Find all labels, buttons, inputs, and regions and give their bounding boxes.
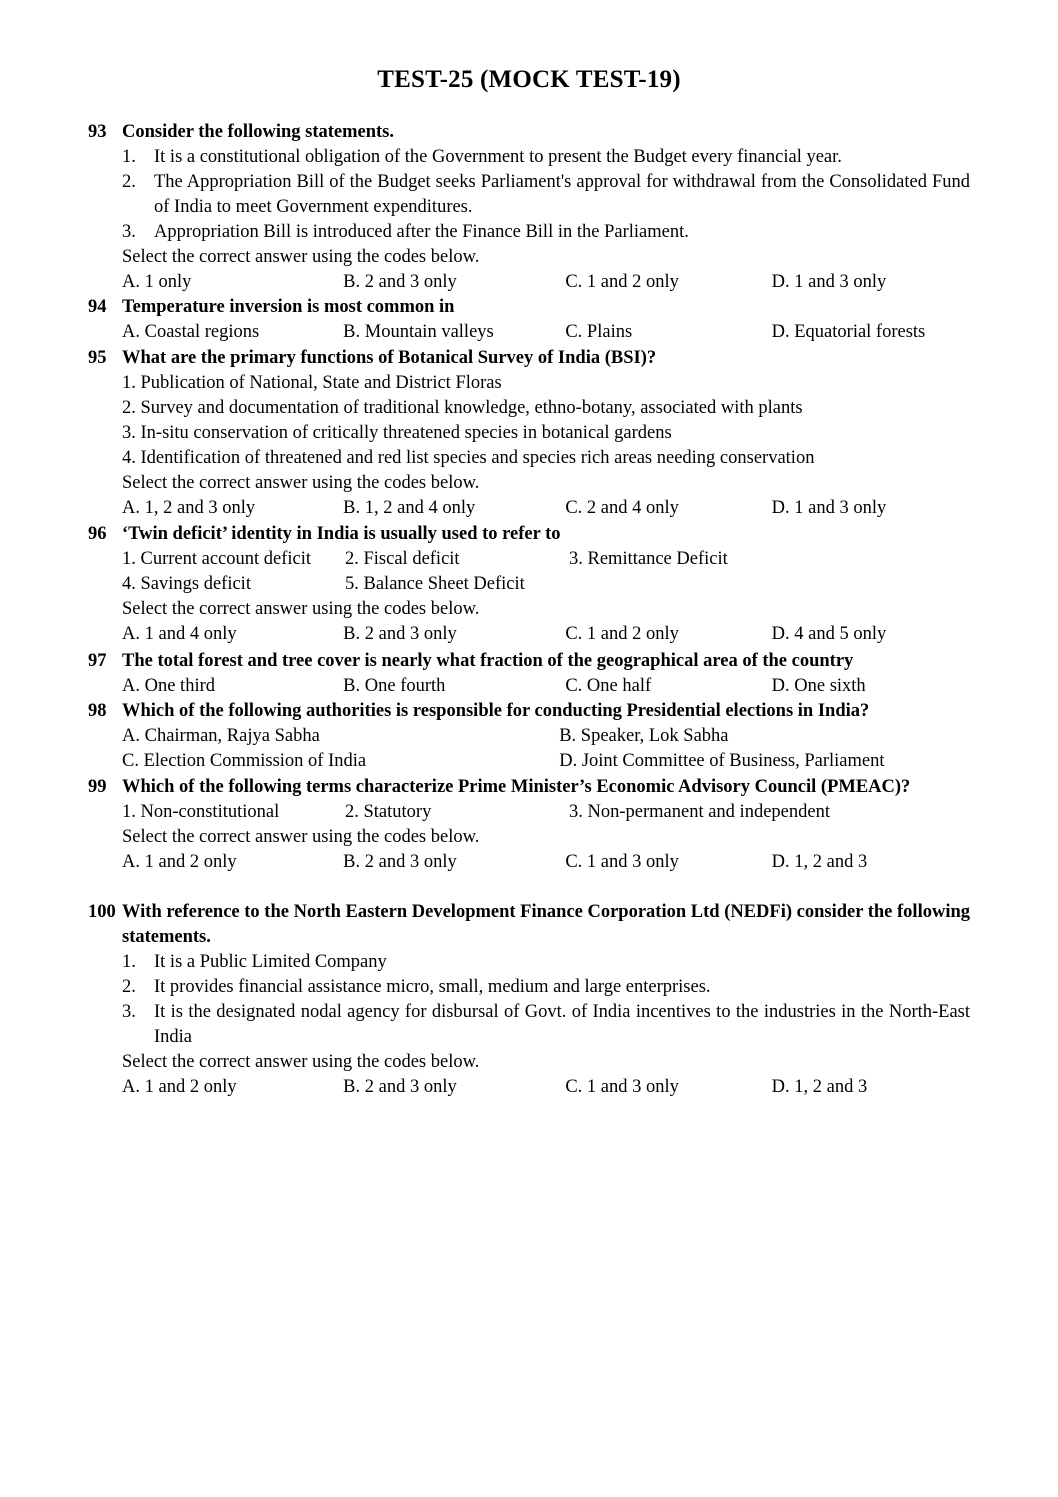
instruction: Select the correct answer using the codes below. [122,599,480,619]
option-c: C. Election Commission of India [122,751,367,771]
instruction: Select the correct answer using the codes below. [122,827,480,847]
option-b: B. 2 and 3 only [343,1077,457,1097]
option-c: C. 2 and 4 only [565,498,679,518]
item: 3. Non-permanent and independent [569,802,830,822]
option-a: A. 1 and 4 only [122,624,237,644]
answer-options [122,850,970,875]
answer-options [122,1075,970,1100]
statement: 1. It is a Public Limited Company [122,952,387,972]
page-title: TEST-25 (MOCK TEST-19) [377,66,681,93]
question-number: 96 [88,524,107,544]
instruction: Select the correct answer using the codes below. [122,1052,480,1072]
statement-list [122,145,970,245]
question-text: Which of the following terms characterize Prime Minister’s Economic Advisory Council (PMEAC)? [122,777,911,797]
answer-options [122,270,970,295]
question-number: 97 [88,651,107,671]
statement: 2. Survey and documentation of traditional knowledge, ethno-botany, associated with plants [122,398,803,418]
option-c: C. 1 and 2 only [565,272,679,292]
statement: 1. Publication of National, State and District Floras [122,373,502,393]
option-c: C. 1 and 2 only [565,624,679,644]
option-d: D. 4 and 5 only [771,624,887,644]
answer-options [122,622,970,647]
option-d: D. 1, 2 and 3 [771,852,868,872]
option-d: D. 1, 2 and 3 [771,1077,868,1097]
option-a: A. 1 only [122,272,192,292]
question-text: The total forest and tree cover is nearly what fraction of the geographical area of the country [122,651,854,671]
item: 5. Balance Sheet Deficit [345,574,525,594]
option-d: D. 1 and 3 only [771,498,887,518]
question-number: 93 [88,122,107,142]
statement: 4. Identification of threatened and red list species and species rich areas needing conservation [122,448,815,468]
item-row [122,800,970,825]
option-c: C. One half [565,676,652,696]
option-c: C. 1 and 3 only [565,1077,679,1097]
statement: 3. In-situ conservation of critically threatened species in botanical gardens [122,423,672,443]
item-row [122,547,970,572]
question-94 [88,295,970,345]
question-97 [88,649,970,699]
question-text: Temperature inversion is most common in [122,297,455,317]
answer-options [122,724,970,749]
option-b: B. 2 and 3 only [343,852,457,872]
question-98 [88,699,970,774]
option-a: A. Coastal regions [122,322,260,342]
option-a: A. Chairman, Rajya Sabha [122,726,320,746]
option-b: B. One fourth [343,676,446,696]
question-number: 95 [88,348,107,368]
option-a: A. 1 and 2 only [122,852,237,872]
item: 4. Savings deficit [122,574,251,594]
question-text: Which of the following authorities is responsible for conducting Presidential elections in India? [122,701,870,721]
statement: 3. Appropriation Bill is introduced after the Finance Bill in the Parliament. [122,222,689,242]
option-c: C. 1 and 3 only [565,852,679,872]
option-d: D. 1 and 3 only [771,272,887,292]
question-number: 100 [88,902,116,922]
question-text: ‘Twin deficit’ identity in India is usually used to refer to [122,524,561,544]
question-95 [88,346,970,521]
option-b: B. 2 and 3 only [343,272,457,292]
question-text: Consider the following statements. [122,122,395,142]
option-b: B. Speaker, Lok Sabha [559,726,729,746]
question-number: 98 [88,701,107,721]
option-d: D. One sixth [771,676,866,696]
option-b: B. 1, 2 and 4 only [343,498,476,518]
option-d: D. Equatorial forests [771,322,926,342]
question-93 [88,120,970,295]
statement: 2. The Appropriation Bill of the Budget seeks Parliament's approval for withdrawal from the Consolidated Fund of India to meet Government expenditures. [122,172,970,217]
statement-list [122,950,970,1050]
option-a: A. 1 and 2 only [122,1077,237,1097]
question-number: 99 [88,777,107,797]
instruction: Select the correct answer using the codes below. [122,247,480,267]
answer-options [122,320,970,345]
item: 1. Current account deficit [122,549,312,569]
question-96 [88,522,970,647]
option-d: D. Joint Committee of Business, Parliament [559,751,885,771]
answer-options [122,749,970,774]
statement: 3. It is the designated nodal agency for disbursal of Govt. of India incentives to the industries in the North-East India [122,1002,970,1047]
item: 1. Non-constitutional [122,802,280,822]
answer-options [122,496,970,521]
item-row [122,572,970,597]
question-99 [88,775,970,875]
item: 3. Remittance Deficit [569,549,728,569]
item: 2. Statutory [345,802,432,822]
statement: 2. It provides financial assistance micro, small, medium and large enterprises. [122,977,711,997]
answer-options [122,674,970,699]
instruction: Select the correct answer using the codes below. [122,473,480,493]
item: 2. Fiscal deficit [345,549,460,569]
question-number: 94 [88,297,107,317]
option-c: C. Plains [565,322,633,342]
option-a: A. 1, 2 and 3 only [122,498,256,518]
option-b: B. 2 and 3 only [343,624,457,644]
statement: 1. It is a constitutional obligation of the Government to present the Budget every financial year. [122,147,842,167]
question-text: With reference to the North Eastern Development Finance Corporation Ltd (NEDFi) consider the following statements. [122,902,970,947]
option-a: A. One third [122,676,215,696]
option-b: B. Mountain valleys [343,322,494,342]
question-text: What are the primary functions of Botanical Survey of India (BSI)? [122,348,657,368]
question-100 [88,900,970,1100]
